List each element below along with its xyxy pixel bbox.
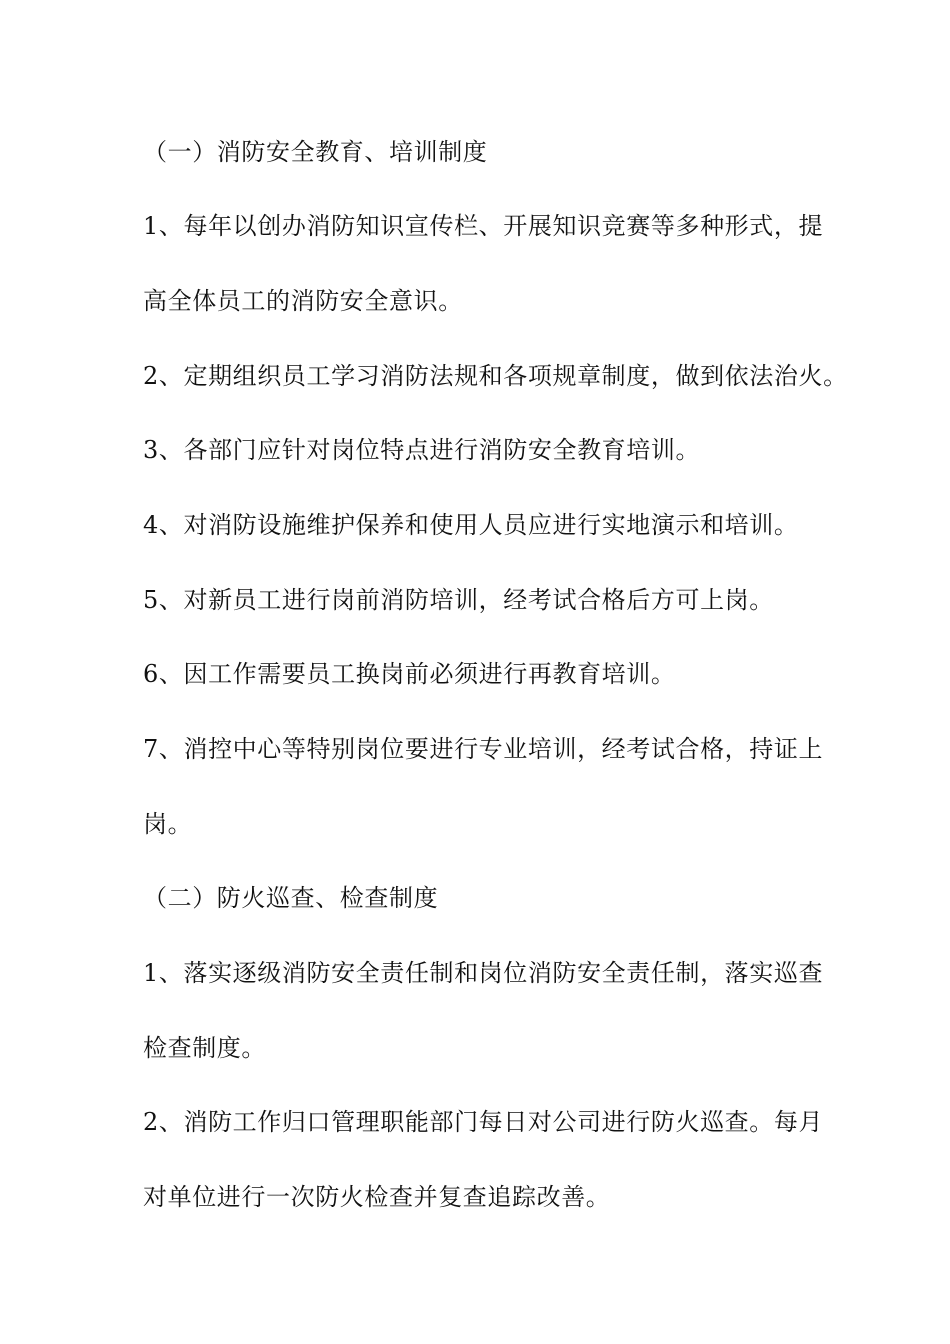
paragraph-line: 3、各部门应针对岗位特点进行消防安全教育培训。	[143, 436, 701, 464]
paragraph-line: 2、消防工作归口管理职能部门每日对公司进行防火巡查。每月	[143, 1108, 824, 1136]
paragraph-line: 检查制度。	[143, 1034, 266, 1062]
paragraph-line: 4、对消防设施维护保养和使用人员应进行实地演示和培训。	[143, 511, 799, 539]
section-heading-2: （二）防火巡查、检查制度	[143, 884, 439, 912]
section-heading-1: （一）消防安全教育、培训制度	[143, 138, 488, 166]
paragraph-line: 2、定期组织员工学习消防法规和各项规章制度，做到依法治火。	[143, 362, 848, 390]
paragraph-line: 岗。	[143, 810, 193, 838]
paragraph-line: 5、对新员工进行岗前消防培训，经考试合格后方可上岗。	[143, 586, 774, 614]
paragraph-line: 1、每年以创办消防知识宣传栏、开展知识竞赛等多种形式，提	[143, 212, 824, 240]
paragraph-line: 7、消控中心等特别岗位要进行专业培训，经考试合格，持证上	[143, 735, 824, 763]
paragraph-line: 对单位进行一次防火检查并复查追踪改善。	[143, 1183, 611, 1211]
paragraph-line: 6、因工作需要员工换岗前必须进行再教育培训。	[143, 660, 676, 688]
paragraph-line: 1、落实逐级消防安全责任制和岗位消防安全责任制，落实巡查	[143, 959, 824, 987]
paragraph-line: 高全体员工的消防安全意识。	[143, 287, 463, 315]
